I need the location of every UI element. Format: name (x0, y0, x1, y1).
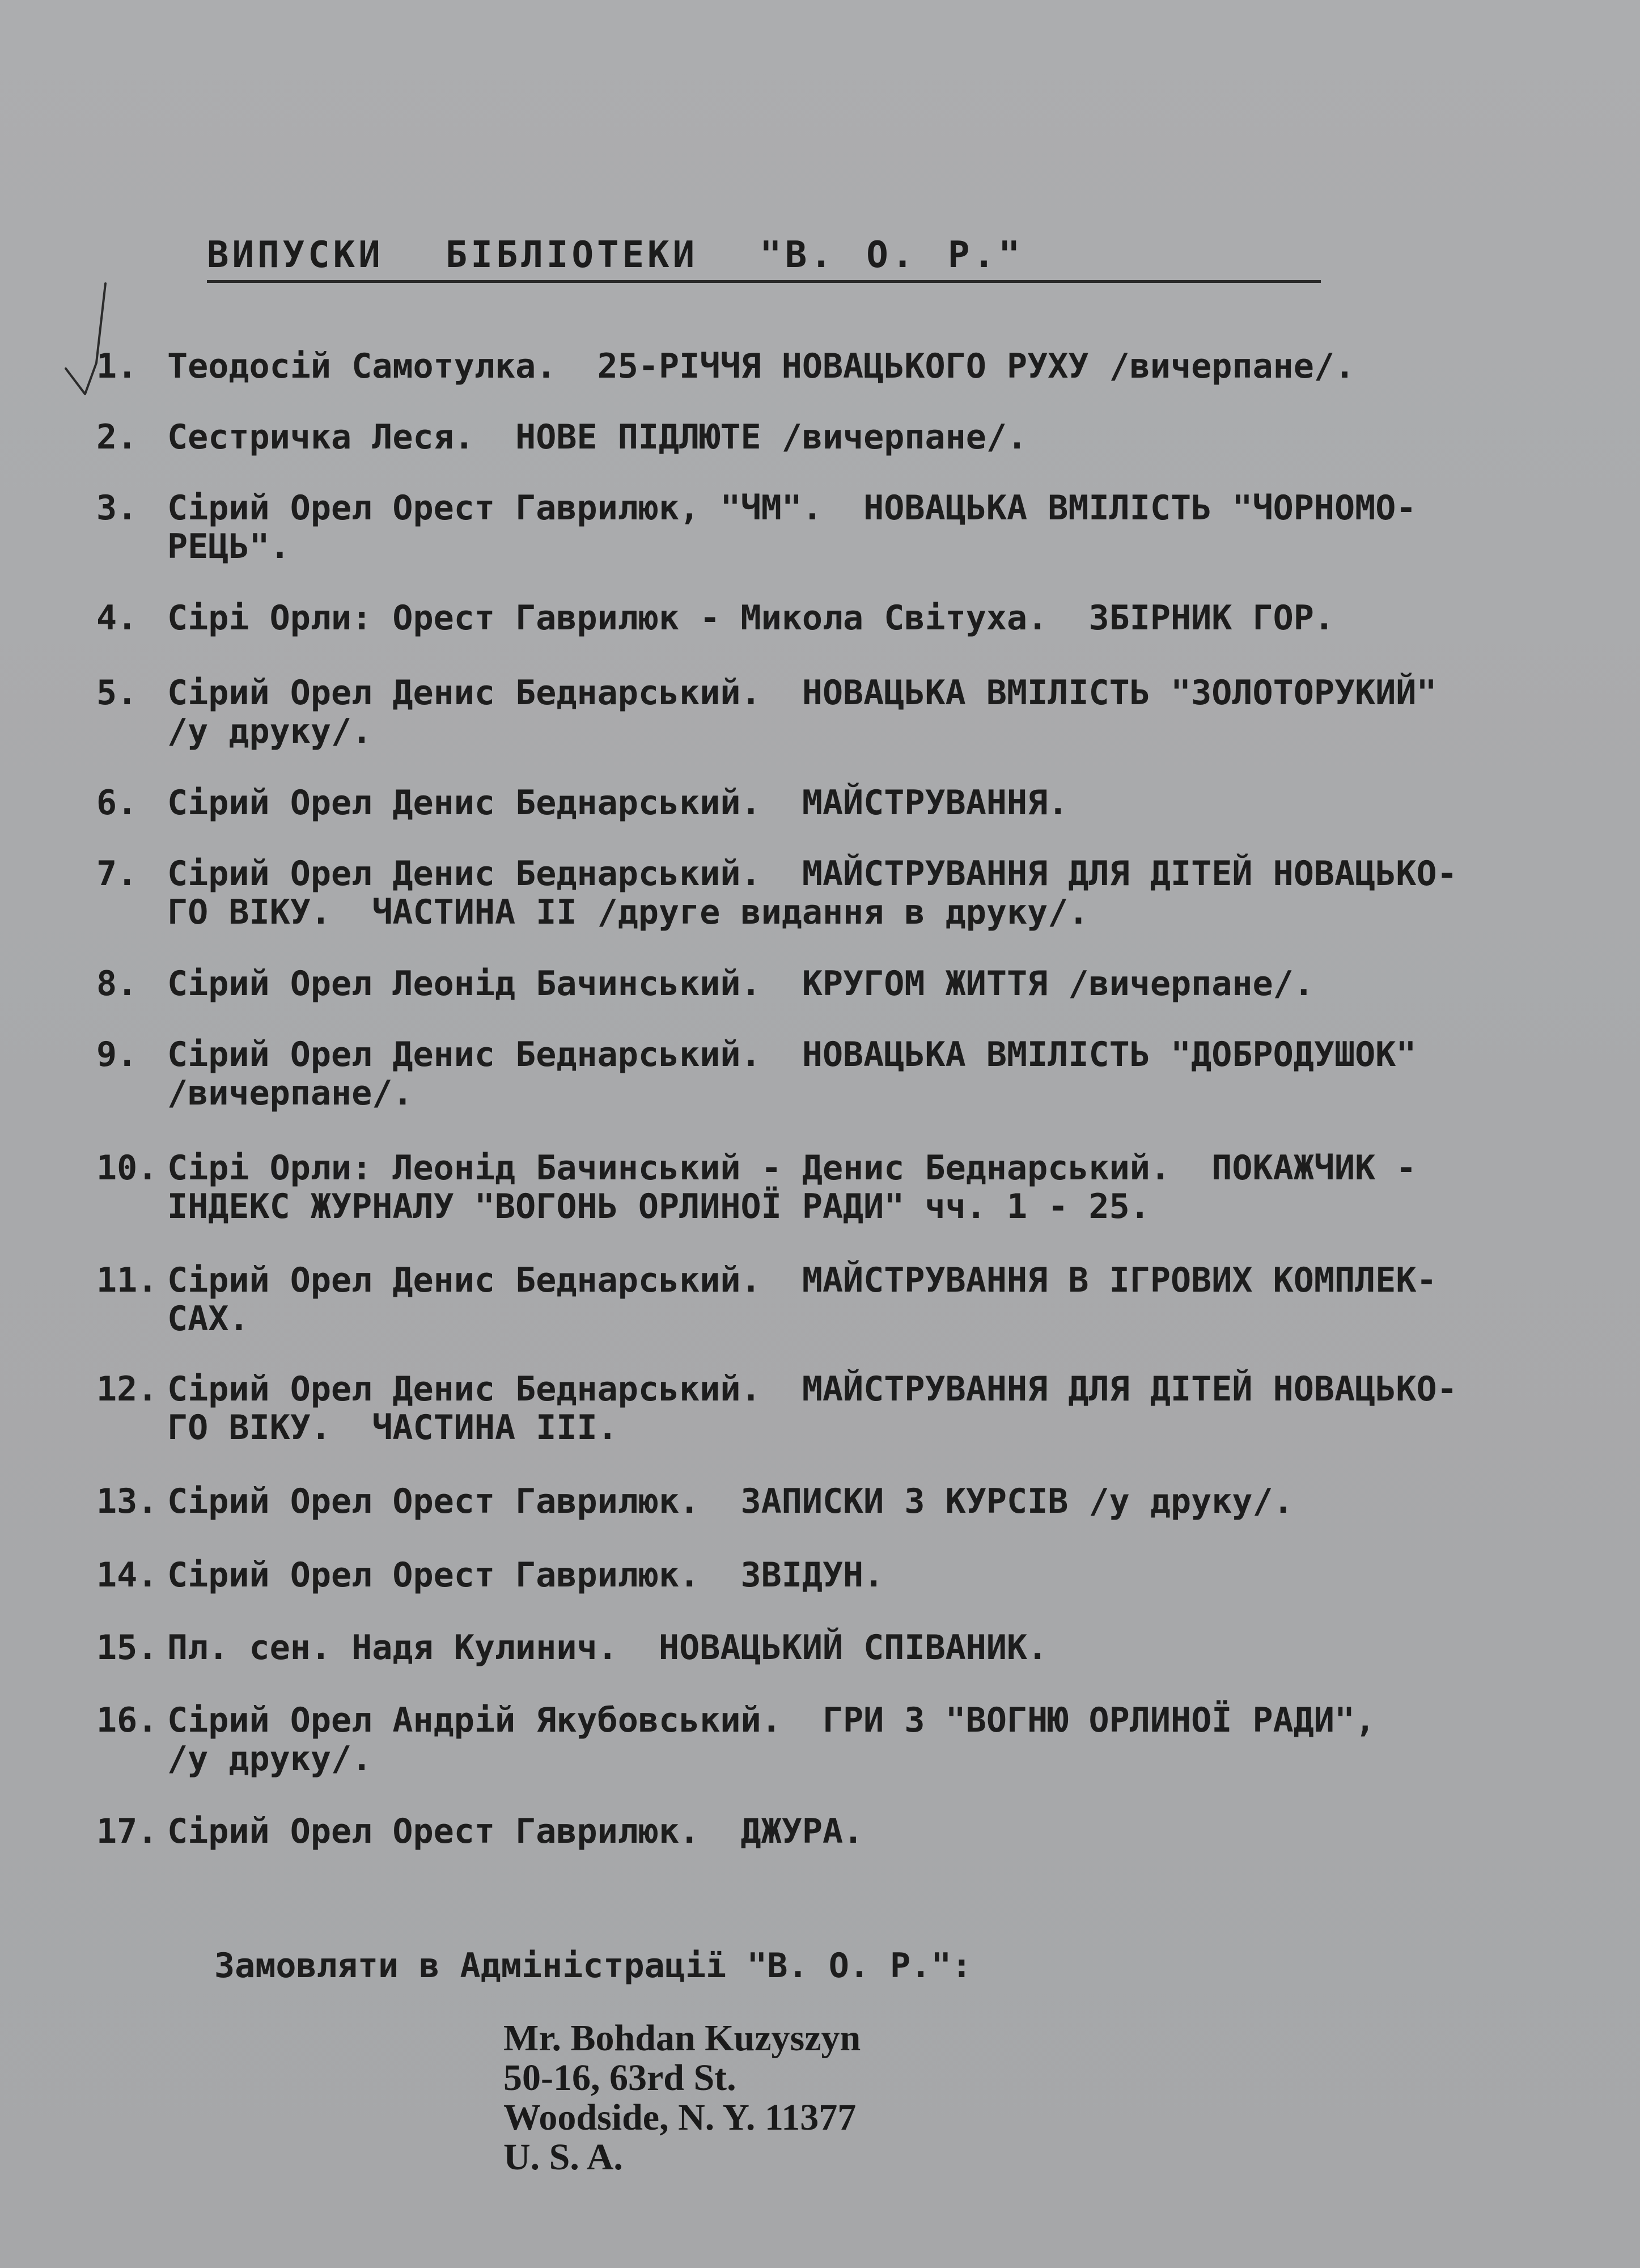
entry-text: Теодосій Самотулка. 25-РІЧЧЯ НОВАЦЬКОГО РУХУ /вичерпане/. (167, 346, 1355, 386)
entry-text: Сірий Орел Леонід Бачинський. КРУГОМ ЖИТТЯ /вичерпане/. (167, 964, 1314, 1004)
entry-number: 3. (96, 488, 138, 528)
list-item (96, 1701, 1593, 1778)
list-item (96, 489, 1593, 566)
entry-number: 15. (96, 1628, 158, 1668)
entry-text: Сірий Орел Денис Беднарський. МАЙСТРУВАННЯ ДЛЯ ДІТЕЙ НОВАЦЬКО- ГО ВІКУ. ЧАСТИНА II /друге видання в друку/. (167, 854, 1457, 932)
entry-number: 5. (96, 673, 138, 713)
entry-number: 13. (96, 1482, 158, 1521)
address-name: Mr. Bohdan Kuzyszyn (503, 2017, 861, 2059)
entry-number: 9. (96, 1035, 138, 1074)
entry-number: 1. (96, 346, 138, 386)
entry-number: 16. (96, 1700, 158, 1740)
entry-text: Сірі Орли: Леонід Бачинський - Денис Беднарський. ПОКАЖЧИК - ІНДЕКС ЖУРНАЛУ "ВОГОНЬ ОРЛИНОЇ РАДИ" чч. 1 - 25. (167, 1148, 1417, 1226)
document-title: ВИПУСКИ БІБЛІОТЕКИ "В. О. Р." (207, 234, 1024, 276)
list-item (96, 1035, 1593, 1112)
list-item (96, 964, 1593, 1003)
entry-number: 17. (96, 1812, 158, 1851)
mailing-address (503, 2019, 861, 2177)
entry-text: Сірий Орел Денис Беднарський. МАЙСТРУВАННЯ. (167, 783, 1069, 823)
entry-text: Пл. сен. Надя Кулинич. НОВАЦЬКИЙ СПІВАНИК. (167, 1628, 1048, 1668)
list-item (96, 599, 1593, 637)
entry-text: Сірий Орел Денис Беднарський. МАЙСТРУВАННЯ В ІГРОВИХ КОМПЛЕК- САХ. (167, 1260, 1437, 1339)
address-street: 50-16, 63rd St. (503, 2057, 736, 2098)
entry-number: 4. (96, 598, 138, 638)
list-item (96, 347, 1593, 386)
list-item (96, 784, 1593, 822)
entry-number: 7. (96, 854, 138, 894)
order-instructions: Замовляти в Адміністрації "В. О. Р.": (214, 1946, 972, 1986)
entry-number: 6. (96, 783, 138, 823)
entry-text: Сірий Орел Орест Гаврилюк, "ЧМ". НОВАЦЬКА ВМІЛІСТЬ "ЧОРНОМО- РЕЦЬ". (167, 488, 1417, 566)
entry-number: 10. (96, 1148, 158, 1188)
list-item (96, 1812, 1593, 1851)
list-item (96, 1370, 1593, 1447)
address-country: U. S. A. (503, 2136, 623, 2178)
entry-text: Сірий Орел Денис Беднарський. НОВАЦЬКА ВМІЛІСТЬ "ДОБРОДУШОК" /вичерпане/. (167, 1035, 1417, 1113)
title-underline (207, 280, 1321, 283)
list-item (96, 418, 1593, 456)
list-item (96, 1261, 1593, 1338)
entry-number: 11. (96, 1260, 158, 1300)
entry-number: 12. (96, 1369, 158, 1409)
list-item (96, 674, 1593, 751)
entry-text: Сірий Орел Орест Гаврилюк. ЗАПИСКИ З КУРСІВ /у друку/. (167, 1482, 1294, 1521)
entry-text: Сірий Орел Орест Гаврилюк. ЗВІДУН. (167, 1555, 884, 1595)
list-item (96, 854, 1593, 932)
list-item (96, 1556, 1593, 1594)
publications-list (96, 347, 1593, 1851)
entry-text: Сірий Орел Денис Беднарський. МАЙСТРУВАННЯ ДЛЯ ДІТЕЙ НОВАЦЬКО- ГО ВІКУ. ЧАСТИНА III. (167, 1369, 1457, 1448)
entry-number: 8. (96, 964, 138, 1004)
entry-number: 2. (96, 417, 138, 457)
list-item (96, 1628, 1593, 1667)
list-item (96, 1149, 1593, 1226)
entry-text: Сірі Орли: Орест Гаврилюк - Микола Світуха. ЗБІРНИК ГОР. (167, 598, 1335, 638)
entry-text: Сірий Орел Орест Гаврилюк. ДЖУРА. (167, 1812, 864, 1851)
entry-text: Сестричка Леся. НОВЕ ПІДЛЮТЕ /вичерпане/. (167, 417, 1028, 457)
list-item (96, 1482, 1593, 1521)
address-city: Woodside, N. Y. 11377 (503, 2097, 857, 2138)
entry-text: Сірий Орел Андрій Якубовський. ГРИ З "ВОГНЮ ОРЛИНОЇ РАДИ", /у друку/. (167, 1700, 1376, 1779)
entry-number: 14. (96, 1555, 158, 1595)
entry-text: Сірий Орел Денис Беднарський. НОВАЦЬКА ВМІЛІСТЬ "ЗОЛОТОРУКИЙ" /у друку/. (167, 673, 1437, 751)
